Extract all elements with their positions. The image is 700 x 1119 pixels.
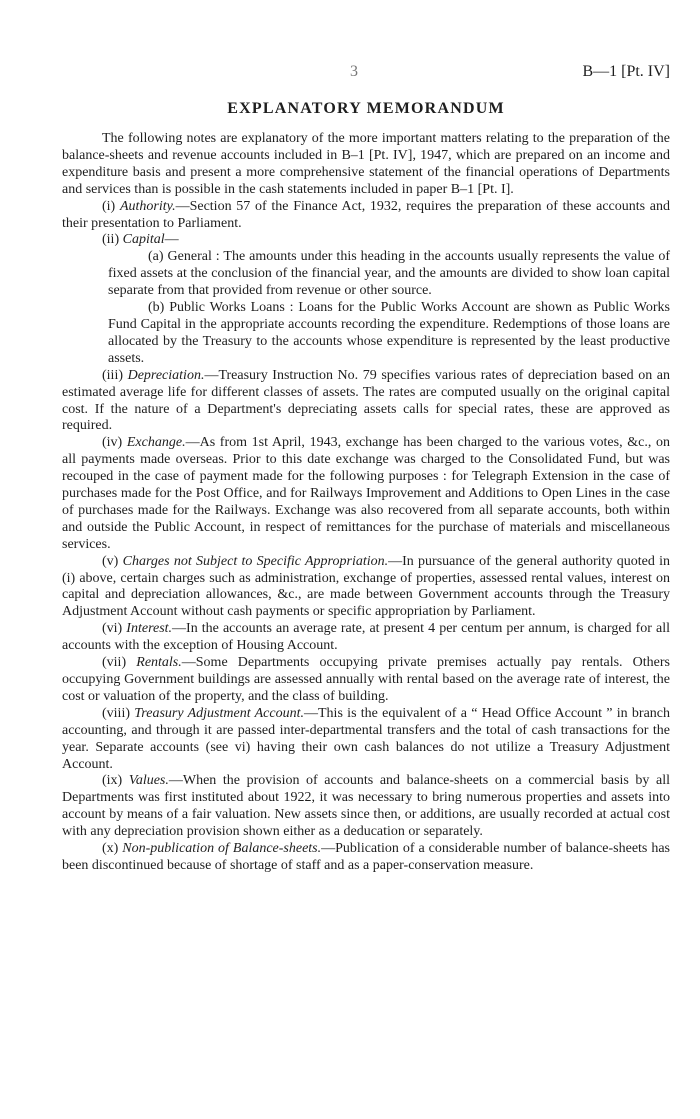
note-number: (vi) (102, 621, 123, 637)
note-heading: Depreciation. (127, 367, 205, 383)
note-heading: Charges not Subject to Specific Appropriation. (122, 553, 389, 569)
note-number: (i) (102, 198, 116, 214)
note-number: (v) (102, 553, 119, 569)
note-capital-a (62, 249, 670, 300)
subnote-text: Public Works Loans : Loans for the Public Works Account are shown as Public Works Fund Capital in the appropriate accounts recording the expenditure. Redemptions of those loans are allocated by the Treasury to the accounts whose expenditure is represented by the least productive assets. (108, 300, 671, 366)
note-number: (viii) (102, 705, 130, 721)
note-charges (62, 554, 670, 622)
document-title: EXPLANATORY MEMORANDUM (227, 100, 505, 117)
note-text: —Section 57 of the Finance Act, 1932, requires the preparation of these accounts and their presentation to Parliament. (62, 198, 671, 231)
note-number: (ii) (102, 232, 120, 248)
page-number: 3 (350, 63, 358, 80)
note-heading: Authority. (119, 198, 176, 214)
note-text: —In pursuance of the general authority quoted in (i) above, certain charges such as administration, exchange of properties, assessed rental values, interest on capital and depreciation allowances, &c., are made between Government accounts through the Treasury Adjustment Account without cash payments or specific appropriation by Parliament. (62, 553, 670, 620)
note-number: (iv) (102, 435, 123, 451)
note-treasury-adjustment (62, 706, 670, 774)
note-number: (vii) (102, 655, 127, 671)
subnote-number: (b) (148, 300, 165, 316)
intro-paragraph: The following notes are explanatory of the more important matters relating to the preparation of the balance-sheets and revenue accounts included in B–1 [Pt. IV], 1947, which are prepared on an income and expenditure basis and present a more comprehensive statement of the financial operations of Departments and services than is possible in the cash statements included in paper B–1 [Pt. I]. (62, 131, 670, 197)
note-text: —Publication of a considerable number of balance-sheets has been discontinued because of shortage of staff and as a paper-conservation measure. (62, 841, 670, 873)
note-interest (62, 621, 670, 655)
note-text: —This is the equivalent of a “ Head Office Account ” in branch accounting, and through it are passed inter-departmental transfers and the total of cash transactions for the year. Separate accounts (see vi) having their own cash balances do not utilize a Treasury Adjustment Account. (62, 705, 671, 772)
note-capital-b (62, 300, 670, 368)
note-non-publication (62, 841, 670, 875)
note-text: —Treasury Instruction No. 79 specifies various rates of depreciation based on an estimated average life for different classes of assets. The rates are computed usually on the original capital cost. If the nature of a Department's depreciating assets calls for special rates, these are approved as required. (62, 367, 670, 434)
note-text: —Some Departments occupying private premises actually pay rentals. Others occupying Government buildings are assessed annually with rental based on the average rate of interest, the cost or valuation of the property, and the class of building. (62, 655, 670, 704)
note-heading: Interest. (126, 621, 173, 637)
note-number: (x) (102, 841, 119, 857)
paper-reference: B—1 [Pt. IV] (582, 63, 670, 80)
note-text: —In the accounts an average rate, at present 4 per centum per annum, is charged for all accounts with the exception of Housing Account. (62, 621, 670, 654)
note-heading: Treasury Adjustment Account. (134, 705, 304, 721)
note-rentals (62, 655, 670, 706)
note-heading: Values. (128, 773, 169, 789)
note-heading: Rentals. (136, 655, 182, 671)
note-values (62, 773, 670, 841)
note-exchange (62, 435, 670, 553)
memorandum-body (62, 131, 670, 875)
subnote-number: (a) (148, 249, 164, 265)
note-text: —When the provision of accounts and balance-sheets on a commercial basis by all Departments was first instituted about 1922, it was necessary to bring numerous properties and assets into account by means of a fair valuation. New assets since then, or additions, are usually recorded at actual cost with any depreciation provision shown either as a deducation or separately. (62, 773, 671, 840)
note-capital (62, 232, 670, 249)
note-text: —As from 1st April, 1943, exchange has been charged to the various votes, &c., on all payments made overseas. Prior to this date exchange was charged to the Consolidated Fund, but was recouped in the case of payment made for the following purposes : for Telegraph Extension in the case of purchases made for the Post Office, and for Railways Improvement and Additions to Open Lines in the case of purchases made for the Railways. Exchange was also recovered from all separate accounts, both within and outside the Public Account, in respect of remittances for the purchase of materials and miscellaneous services. (62, 435, 670, 552)
subnote-text: General : The amounts under this heading in the accounts usually represents the value of fixed assets at the conclusion of the financial year, and the amounts are divided to show loan capital separate from that provided from revenue or other source. (108, 249, 670, 299)
note-authority (62, 199, 670, 233)
page-header (62, 63, 670, 85)
note-number: (iii) (102, 367, 123, 383)
note-depreciation (62, 368, 670, 436)
note-number: (ix) (102, 773, 123, 789)
note-dash: — (164, 232, 179, 248)
note-heading: Exchange. (126, 435, 186, 451)
note-heading: Capital (122, 232, 165, 248)
note-heading: Non-publication of Balance-sheets. (122, 841, 322, 857)
